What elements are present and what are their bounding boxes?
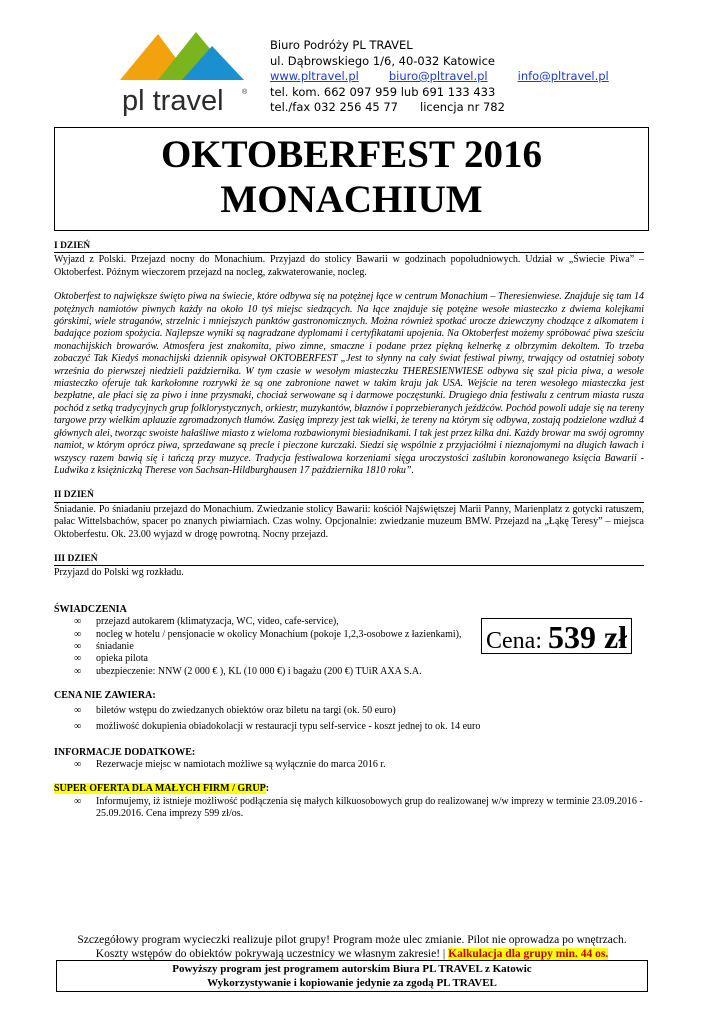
day2-heading: II DZIEŃ bbox=[54, 489, 644, 502]
day3-text: Przyjazd do Polski wg rozkładu. bbox=[54, 567, 184, 579]
info-heading: INFORMACJE DODATKOWE: bbox=[54, 746, 196, 758]
price-box bbox=[481, 618, 632, 654]
title-box bbox=[54, 127, 649, 231]
agency-licence: licencja nr 782 bbox=[420, 100, 505, 114]
day2-text: Śniadanie. Po śniadaniu przejazd do Monachium. Zwiedzanie stolicy Bawarii: kościół Najświętszej Marii Panny, Marienplatz z gotycki ratuszem, pałac Wittelsbachów, spacer po znanych piwiarniach. Czas wolny. Opcjonalnie: zwiedzanie muzeum BMW. Przejazd na „Łąkę Teresy” – miejsca Oktoberfestu. Ok. 23.00 wyjazd w drogę powrotną. Nocny przejazd. bbox=[54, 503, 644, 540]
agency-address: ul. Dąbrowskiego 1/6, 40-032 Katowice bbox=[270, 53, 495, 68]
list-item: ∞ opieka pilota bbox=[74, 653, 644, 665]
title-line-1: OKTOBERFEST 2016 bbox=[160, 133, 543, 176]
included-heading: ŚWIADCZENIA bbox=[54, 603, 127, 615]
website-link[interactable]: www.pltravel.pl bbox=[270, 69, 359, 83]
agency-phone: tel. kom. 662 097 959 lub 691 133 433 bbox=[270, 84, 496, 99]
list-item: ∞ przejazd autokarem (klimatyzacja, WC, video, cafe-service), bbox=[74, 616, 644, 628]
list-item: ∞ biletów wstępu do zwiedzanych obiektów oraz biletu na targi (ok. 50 euro) bbox=[74, 703, 644, 719]
mountains-logo-icon bbox=[118, 28, 258, 120]
footer-line-2: Koszty wstępów do obiektów pokrywają uczestnicy we własnym zakresie! | bbox=[95, 948, 446, 960]
list-item: ∞ ubezpieczenie: NNW (2 000 € ), KL (10 000 €) i bagażu (200 €) TUiR AXA S.A. bbox=[74, 666, 644, 678]
agency-contact bbox=[270, 38, 609, 116]
email-biuro-link[interactable]: biuro@pltravel.pl bbox=[388, 69, 488, 83]
group-calculation: Kalkulacja dla grupy min. 44 os. bbox=[448, 948, 609, 960]
email-info-link[interactable]: info@pltravel.pl bbox=[517, 69, 609, 83]
copyright-line-1: Powyższy program jest programem autorskim Biura PL TRAVEL z Katowic bbox=[172, 963, 532, 975]
program-content bbox=[54, 240, 644, 821]
list-item: ∞ możliwość dokupienia obiadokolacji w restauracji typu self-service - koszt jednej to ok. 14 euro bbox=[74, 719, 644, 735]
agency-name: Biuro Podróży PL TRAVEL bbox=[270, 38, 413, 52]
info-list bbox=[54, 759, 644, 771]
excluded-list bbox=[54, 703, 644, 735]
day1-heading: I DZIEŃ bbox=[54, 240, 644, 253]
day1-description: Oktoberfest to największe święto piwa na świecie, które odbywa się na potężnej łące w centrum Monachium – Theresienwiese. Znajduje się tam 14 potężnych namiotów piwnych każdy na około 10 tyś miejsc siedzących. Na łące znajduje się potężne wesołe miasteczko z dwiema kolejkami górskimi, wiele straganów, strzelnic i mniejszych punktów gastronomicznych. Można również spotkać urocze dziewczyny chodzące z alkomatem i badające poziom spożycia. Najlepsze wyniki są nagradzane dyplomami i certyfikatami upojenia. Na Oktoberfest możemy spróbować piwa sześciu monachijskich browarów. Atmosfera jest znakomita, piwo zimne, smaczne i podane przez piękną kelnerkę z olbrzymim dekoltem. To trzeba zobaczyć Tak Kiedyś monachijski dziennik opisywał OKTOBERFEST „Jest to słynny na cały świat festiwal piwny, trwający od ostatniej soboty września do pierwszej niedzieli października. W tym czasie w wesołym miasteczku THERESIENWIESE odbywa się szał picia piwa, a wesołe miasteczko oferuje tak karkołomne rozrywki że są one zabronione nawet w takim kraju jak USA. Wejście na teren wesołego miasteczka jest bezpłatne, ale płaci się za piwo i inne przysmaki, chociaż serwowane są i darmowe poczęstunki. Drugiego dnia festiwalu z centrum miasta rusza pochód z setką tradycyjnych grup folklorystycznych, orkiestr, muzykantów, błaznów i poprzebieranych jeźdźców. Pochód powoli udaje się na tereny targowe przy wielkim aplauzie zgromadzonych tłumów. Zasięg imprezy jest tak wielki, że tereny na którym się odbywa, zostają podzielone wzdłuż 4 głównych alei, tworząc swoiste hałaśliwe miasto z wieloma rozbawionymi biesiadnikami. I tak jest przez kilka dni. Każdy browar ma swój ogromny namiot, w którym oprócz piwa, sprzedawane są precle i pieczone kurczaki. Siedzi się wspólnie z przyjaciółmi i nieznajomymi na długich ławach i wszyscy razem bawią się i tańczą przy muzyce. Tradycja festiwalowa korzeniami sięga uroczystości zaślubin koronowanego księcia Bawarii - Ludwika z księżniczką Therese von Sachsan-Hildburghausen 17 października 1810 roku”. bbox=[54, 291, 644, 476]
agency-fax: tel./fax 032 256 45 77 bbox=[270, 100, 398, 114]
list-item: ∞ śniadanie bbox=[74, 641, 644, 653]
logo-reg: ® bbox=[242, 89, 248, 96]
day1-text: Wyjazd z Polski. Przejazd nocny do Monachium. Przyjazd do stolicy Bawarii w godzinach popołudniowych. Udział w „Świecie Piwa” – Oktoberfest. Późnym wieczorem przejazd na nocleg, zakwaterowanie, nocleg. bbox=[54, 254, 644, 278]
day3-heading: III DZIEŃ bbox=[54, 553, 644, 566]
copyright-line-2: Wykorzystywanie i kopiowanie jedynie za zgodą PL TRAVEL bbox=[207, 977, 497, 989]
title-line-2: MONACHIUM bbox=[220, 178, 483, 221]
offer-list bbox=[54, 796, 644, 821]
offer-colon: : bbox=[265, 783, 270, 795]
list-item: ∞ Informujemy, iż istnieje możliwość podłączenia się małych kilkuosobowych grup do realizowanej w/w imprezy w terminie 23.09.2016 - 25.09.2016. Cena imprezy 599 zł/os. bbox=[74, 796, 644, 821]
price-label: Cena: bbox=[486, 628, 542, 654]
footer-notes bbox=[54, 933, 650, 961]
price-value: 539 zł bbox=[547, 619, 628, 655]
list-item: ∞ Rezerwacje miejsc w namiotach możliwe są wyłącznie do marca 2016 r. bbox=[74, 759, 644, 771]
logo-text: pl travel bbox=[122, 85, 224, 117]
company-logo bbox=[118, 28, 258, 120]
list-item: ∞ nocleg w hotelu / pensjonacie w okolicy Monachium (pokoje 1,2,3-osobowe z łazienkami), bbox=[74, 629, 644, 641]
copyright-box bbox=[56, 960, 648, 992]
excluded-heading: CENA NIE ZAWIERA: bbox=[54, 690, 156, 702]
offer-heading: SUPER OFERTA DLA MAŁYCH FIRM / GRUP bbox=[54, 783, 266, 795]
footer-line-1: Szczegółowy program wycieczki realizuje pilot grupy! Program może ulec zmianie. Pilot nie oprowadza po wnętrzach. bbox=[77, 934, 627, 946]
